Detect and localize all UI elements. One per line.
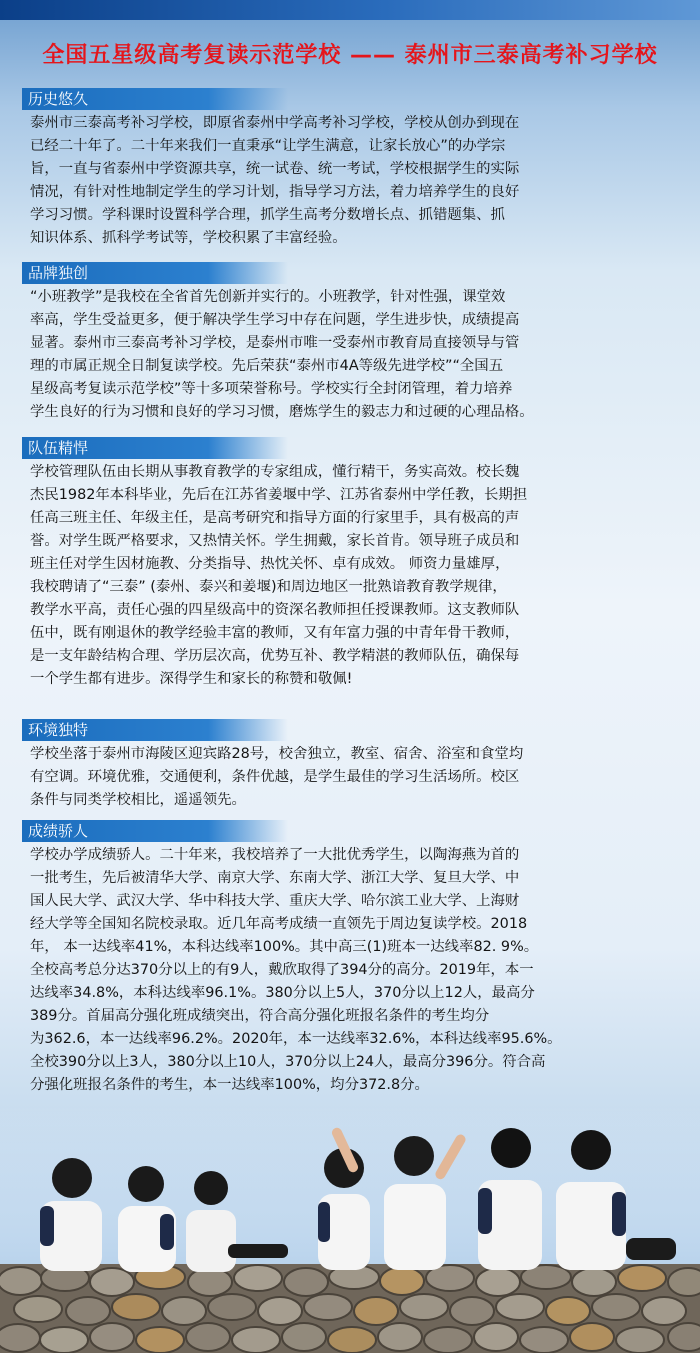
top-banner-bar — [0, 0, 700, 20]
text-line: 知识体系、抓科学考试等，学校积累了丰富经验。 — [30, 230, 347, 246]
text-line: 学校管理队伍由长期从事教育教学的专家组成，懂行精干，务实高效。校长魏 — [30, 464, 520, 480]
text-line: 旨，一直与省泰州中学资源共享，统一试卷、统一考试，学校根据学生的实际 — [30, 161, 520, 177]
section-heading-history: 历史悠久 — [22, 88, 288, 110]
section-heading-results: 成绩骄人 — [22, 820, 288, 842]
section-body-brand — [30, 286, 680, 424]
section-body-team — [30, 461, 680, 691]
text-line: 伍中，既有刚退休的教学经验丰富的教师，又有年富力强的中青年骨干教师， — [30, 625, 520, 641]
text-line: “小班教学”是我校在全省首先创新并实行的。小班教学，针对性强，课堂效 — [30, 289, 506, 305]
text-line: 年， 本一达线率41%，本科达线率100%。其中高三(1)班本一达线率82. 9%。 — [30, 939, 539, 955]
text-line: 条件与同类学校相比，遥遥领先。 — [30, 792, 246, 808]
text-line: 学校坐落于泰州市海陵区迎宾路28号，校舍独立，教室、宿舍、浴室和食堂均 — [30, 746, 524, 762]
text-line: 已经二十年了。二十年来我们一直秉承“让学生满意，让家长放心”的办学宗 — [30, 138, 506, 154]
section-body-environment — [30, 743, 680, 812]
text-line: 学校办学成绩骄人。二十年来，我校培养了一大批优秀学生，以陶海燕为首的 — [30, 847, 520, 863]
text-line: 教学水平高，责任心强的四星级高中的资深名教师担任授课教师。这支教师队 — [30, 602, 520, 618]
text-line: 班主任对学生因材施教、分类指导、热忱关怀、卓有成效。 师资力量雄厚， — [30, 556, 510, 572]
text-line: 学生良好的行为习惯和良好的学习习惯，磨炼学生的毅志力和过硬的心理品格。 — [30, 404, 534, 420]
poster-title: 全国五星级高考复读示范学校 —— 泰州市三泰高考补习学校 — [42, 43, 658, 68]
text-line: 率高，学生受益更多，便于解决学生学习中存在问题，学生进步快，成绩提高 — [30, 312, 520, 328]
text-line: 389分。首届高分强化班成绩突出，符合高分强化班报名条件的考生均分 — [30, 1008, 490, 1024]
text-line: 理的市属正规全日制复读学校。先后荣获“泰州市4A等级先进学校”“全国五 — [30, 358, 504, 374]
text-line: 杰民1982年本科毕业，先后在江苏省姜堰中学、江苏省泰州中学任教，长期担 — [30, 487, 528, 503]
section-heading-environment: 环境独特 — [22, 719, 288, 741]
text-line: 显著。泰州市三泰高考补习学校，是泰州市唯一受泰州市教育局直接领导与管 — [30, 335, 520, 351]
text-line: 学习习惯。学科课时设置科学合理，抓学生高考分数增长点、抓错题集、抓 — [30, 207, 505, 223]
text-line: 分强化班报名条件的考生，本一达线率100%，均分372.8分。 — [30, 1077, 429, 1093]
text-line: 全校高考总分达370分以上的有9人，戴欣取得了394分的高分。2019年，本一 — [30, 962, 534, 978]
text-line: 情况，有针对性地制定学生的学习计划，指导学习方法，着力培养学生的良好 — [30, 184, 520, 200]
text-line: 为362.6，本一达线率96.2%。2020年，本一达线率32.6%，本科达线率95.6%。 — [30, 1031, 562, 1047]
text-line: 是一支年龄结构合理、学历层次高，优势互补、教学精湛的教师队伍，确保每 — [30, 648, 520, 664]
students-on-stone-wall-photo — [0, 1106, 700, 1353]
text-line: 我校聘请了“三泰” (泰州、泰兴和姜堰)和周边地区一批熟谙教育教学规律， — [30, 579, 507, 595]
text-line: 国人民大学、武汉大学、华中科技大学、重庆大学、哈尔滨工业大学、上海财 — [30, 893, 520, 909]
text-line: 泰州市三泰高考补习学校，即原省泰州中学高考补习学校，学校从创办到现在 — [30, 115, 520, 131]
text-line: 达线率34.8%，本科达线率96.1%。380分以上5人，370分以上12人，最高分 — [30, 985, 535, 1001]
text-line: 经大学等全国知名院校录取。近几年高考成绩一直领先于周边复读学校。2018 — [30, 916, 528, 932]
text-line: 誉。对学生既严格要求，又热情关怀。学生拥戴，家长首肯。领导班子成员和 — [30, 533, 520, 549]
section-body-results — [30, 844, 680, 1097]
text-line: 一批考生，先后被清华大学、南京大学、东南大学、浙江大学、复旦大学、中 — [30, 870, 520, 886]
text-line: 星级高考复读示范学校”等十多项荣誉称号。学校实行全封闭管理，着力培养 — [30, 381, 513, 397]
text-line: 任高三班主任、年级主任，是高考研究和指导方面的行家里手，具有极高的声 — [30, 510, 520, 526]
text-line: 全校390分以上3人，380分以上10人，370分以上24人，最高分396分。符合高 — [30, 1054, 546, 1070]
text-line: 有空调。环境优雅，交通便利，条件优越，是学生最佳的学习生活场所。校区 — [30, 769, 520, 785]
text-line: 一个学生都有进步。深得学生和家长的称赞和敬佩! — [30, 671, 353, 687]
section-heading-team: 队伍精悍 — [22, 437, 288, 459]
section-body-history — [30, 112, 680, 250]
section-heading-brand: 品牌独创 — [22, 262, 288, 284]
